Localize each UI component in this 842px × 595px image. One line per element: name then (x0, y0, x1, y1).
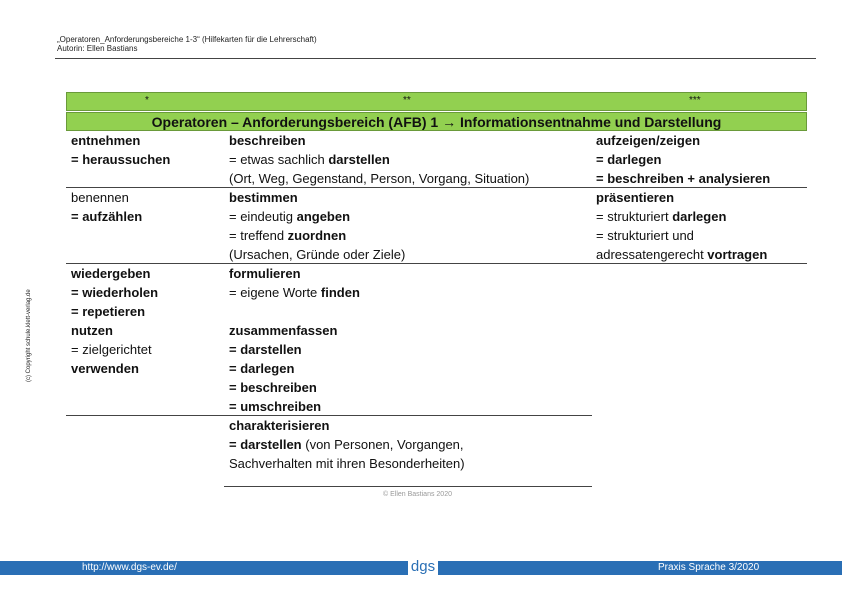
header-author: Autorin: Ellen Bastians (57, 44, 138, 53)
op-nutzen: nutzen (71, 323, 113, 338)
footer-issue: Praxis Sprache 3/2020 (658, 562, 760, 573)
document-header (57, 35, 317, 53)
op-benennen: benennen (71, 190, 129, 205)
op-praesentieren-def1: = strukturiert darlegen (596, 209, 727, 224)
table-title: Operatoren – Anforderungsbereich (AFB) 1 → Informationsentnahme und Darstellung (66, 112, 807, 131)
header-title: „Operatoren_Anforderungsbereiche 1-3“ (Hilfekarten für die Lehrerschaft) (57, 35, 317, 44)
copyright-note: © Ellen Bastians 2020 (383, 491, 452, 498)
op-entnehmen-def: = heraussuchen (71, 152, 171, 167)
op-zusammenfassen-def1: = darstellen (229, 342, 302, 357)
op-beschreiben-note: (Ort, Weg, Gegenstand, Person, Vorgang, Situation) (229, 171, 530, 186)
row-divider-3 (66, 415, 592, 416)
op-praesentieren: präsentieren (596, 190, 675, 205)
op-charakterisieren: charakterisieren (229, 418, 330, 433)
star-1: * (145, 95, 149, 106)
op-zusammenfassen: zusammenfassen (229, 323, 338, 338)
op-charakterisieren-note: Sachverhalten mit ihren Besonderheiten) (229, 456, 465, 471)
op-zusammenfassen-def4: = umschreiben (229, 399, 322, 414)
op-aufzeigen-def1: = darlegen (596, 152, 662, 167)
footer-url[interactable]: http://www.dgs-ev.de/ (82, 562, 177, 573)
row-divider-1 (66, 187, 807, 188)
op-wiedergeben-def2: = repetieren (71, 304, 146, 319)
op-bestimmen: bestimmen (229, 190, 298, 205)
op-bestimmen-note: (Ursachen, Gründe oder Ziele) (229, 247, 406, 262)
op-zusammenfassen-def2: = darlegen (229, 361, 295, 376)
op-zusammenfassen-def3: = beschreiben (229, 380, 317, 395)
op-benennen-def: = aufzählen (71, 209, 143, 224)
row-divider-4 (224, 486, 592, 487)
op-aufzeigen-def2: = beschreiben + analysieren (596, 171, 771, 186)
op-charakterisieren-def: = darstellen (von Personen, Vorgangen, (229, 437, 464, 452)
header-rule (55, 58, 816, 59)
op-aufzeigen: aufzeigen/zeigen (596, 133, 701, 148)
op-nutzen-def: = zielgerichtet (71, 342, 152, 357)
op-bestimmen-def2: = treffend zuordnen (229, 228, 347, 243)
star-3: *** (689, 95, 701, 106)
op-praesentieren-def3: adressatengerecht vortragen (596, 247, 768, 262)
op-beschreiben: beschreiben (229, 133, 306, 148)
row-divider-2 (66, 263, 807, 264)
op-beschreiben-def: = etwas sachlich darstellen (229, 152, 390, 167)
copyright-side-text: (c) Copyright schule.klett-verlag.de (26, 289, 32, 382)
op-wiedergeben: wiedergeben (71, 266, 151, 281)
star-2: ** (403, 95, 411, 106)
difficulty-row (66, 92, 807, 111)
op-formulieren-def: = eigene Worte finden (229, 285, 360, 300)
op-bestimmen-def1: = eindeutig angeben (229, 209, 351, 224)
dgs-logo: dgs (408, 558, 438, 576)
op-formulieren: formulieren (229, 266, 301, 281)
op-verwenden: verwenden (71, 361, 139, 376)
op-praesentieren-def2: = strukturiert und (596, 228, 694, 243)
op-entnehmen: entnehmen (71, 133, 141, 148)
op-wiedergeben-def1: = wiederholen (71, 285, 159, 300)
